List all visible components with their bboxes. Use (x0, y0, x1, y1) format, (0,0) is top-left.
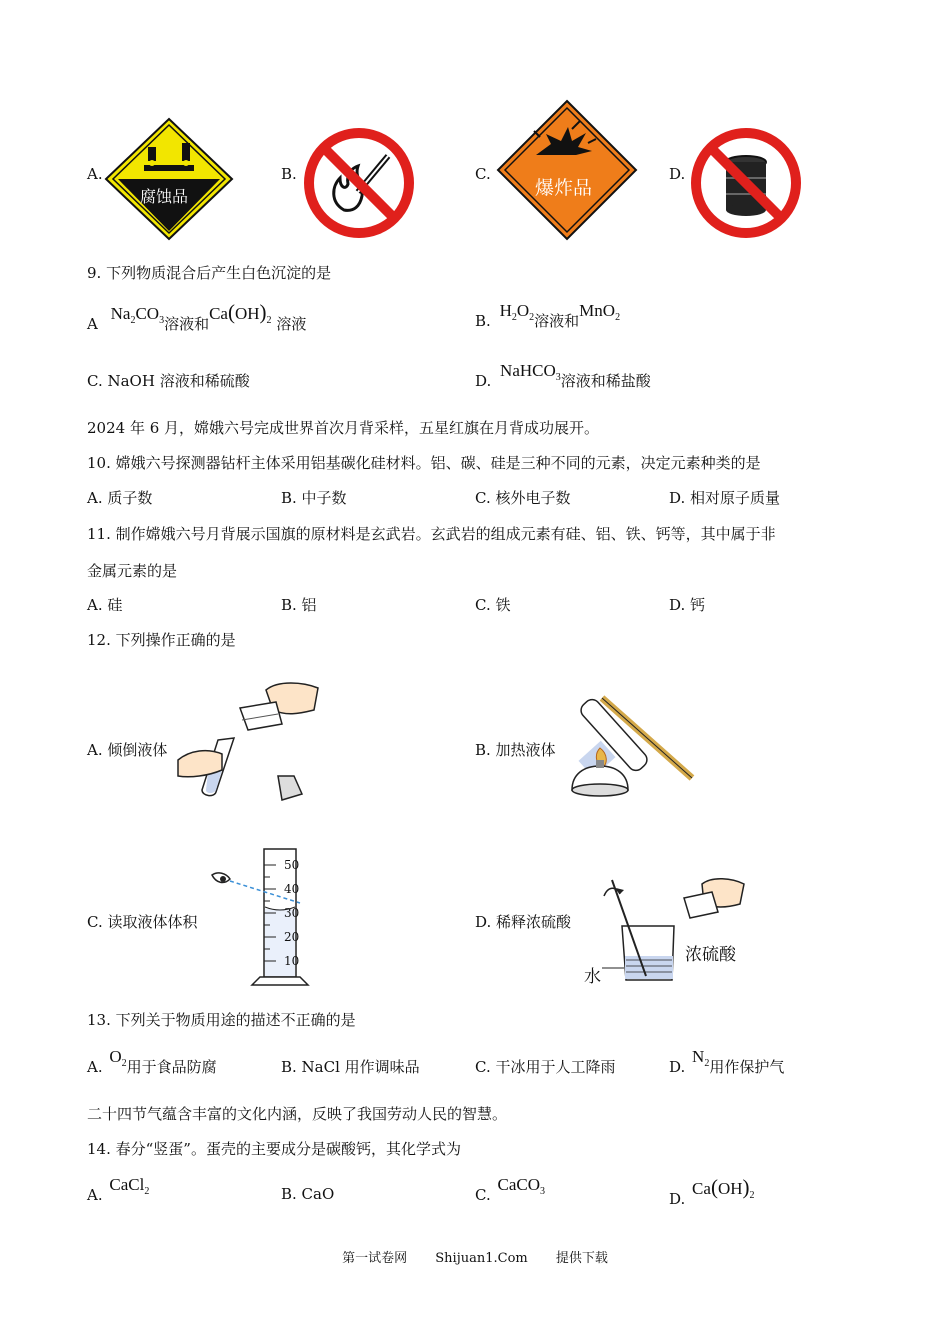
q14-stem: 14. 春分“竖蛋”。蛋壳的主要成分是碳酸钙，其化学式为 (87, 1140, 461, 1158)
q9-option-b: B. $H_2O_2$溶液和MnO$_2$ (475, 301, 621, 330)
cylinder-tick-30: 30 (284, 906, 300, 920)
label-concentrated-acid: 浓硫酸 (685, 945, 736, 965)
footer-download-text: 提供下载 (555, 1251, 608, 1266)
q11-option-b: B. 铝 (281, 596, 317, 614)
explosive-sign-text: 爆炸品 (535, 177, 593, 199)
q8-option-b-label: B. (281, 165, 297, 183)
q10-option-a: A. 质子数 (87, 489, 153, 507)
diluting-acid-illustration (602, 876, 750, 986)
cylinder-tick-40: 40 (284, 882, 300, 896)
q8-option-d-label: D. (669, 165, 686, 183)
q9-stem: 9. 下列物质混合后产生白色沉淀的是 (87, 264, 332, 282)
footer-site-url[interactable]: Shijuan1.Com (435, 1251, 528, 1266)
q9-option-c: C. NaOH 溶液和稀硫酸 (87, 372, 250, 390)
q11-stem-line2: 金属元素的是 (87, 562, 178, 580)
q12-option-b: B. 加热液体 (475, 741, 556, 759)
corrosive-sign-text: 腐蚀品 (140, 187, 189, 206)
context-chang-e: 2024 年 6 月，嫦娥六号完成世界首次月背采样，五星红旗在月背成功展开。 (87, 419, 600, 437)
page-footer (0, 1247, 950, 1266)
no-barrel-sign-icon (689, 126, 803, 240)
q14-option-a: A. CaCl$_2$ (87, 1175, 150, 1204)
q8-option-a-label: A. (87, 165, 103, 183)
q9-option-d: D. NaHCO$_3$溶液和稀盐酸 (475, 361, 651, 390)
heating-liquid-illustration (562, 662, 700, 807)
corrosive-sign-icon (104, 117, 234, 241)
q11-option-a: A. 硅 (87, 596, 123, 614)
q14-option-b: B. CaO (281, 1185, 335, 1203)
q12-option-c: C. 读取液体体积 (87, 913, 198, 931)
q12-option-d: D. 稀释浓硫酸 (475, 913, 572, 931)
q11-option-c: C. 铁 (475, 596, 511, 614)
q8-option-c-label: C. (475, 165, 491, 183)
q10-stem: 10. 嫦娥六号探测器钻杆主体采用铝基碳化硅材料。铝、碳、硅是三种不同的元素，决定元素种类的是 (87, 454, 761, 472)
q13-option-a: A. $O_2$用于食品防腐 (87, 1047, 217, 1076)
q11-stem-line1: 11. 制作嫦娥六号月背展示国旗的原材料是玄武岩。玄武岩的组成元素有硅、铝、铁、钙等，其中属于非 (87, 525, 776, 543)
no-fire-sign-icon (302, 126, 416, 240)
q12-option-a: A. 倾倒液体 (87, 741, 168, 759)
q10-option-b: B. 中子数 (281, 489, 347, 507)
q14-option-c: C. CaCO$_3$ (475, 1175, 545, 1204)
context-solar-terms: 二十四节气蕴含丰富的文化内涵，反映了我国劳动人民的智慧。 (87, 1105, 508, 1123)
q13-option-d: D. $N_2$用作保护气 (669, 1047, 785, 1076)
pouring-liquid-illustration (178, 680, 323, 805)
q10-option-d: D. 相对原子质量 (669, 489, 781, 507)
q9-option-a: A $Na_2CO_3$溶液和$Ca(OH)_2$ 溶液 (87, 300, 307, 333)
footer-site-name: 第一试卷网 (342, 1251, 408, 1266)
explosive-sign-icon (496, 99, 638, 241)
label-water: 水 (584, 967, 601, 987)
cylinder-tick-50: 50 (284, 858, 300, 872)
q12-stem: 12. 下列操作正确的是 (87, 631, 236, 649)
q10-option-c: C. 核外电子数 (475, 489, 571, 507)
cylinder-tick-20: 20 (284, 930, 300, 944)
q13-stem: 13. 下列关于物质用途的描述不正确的是 (87, 1011, 356, 1029)
q14-option-d: D. $Ca(OH)_2$ (669, 1175, 755, 1208)
q13-option-b: B. NaCl 用作调味品 (281, 1058, 420, 1076)
q13-option-c: C. 干冰用于人工降雨 (475, 1058, 616, 1076)
q11-option-d: D. 钙 (669, 596, 706, 614)
cylinder-tick-10: 10 (284, 954, 300, 968)
